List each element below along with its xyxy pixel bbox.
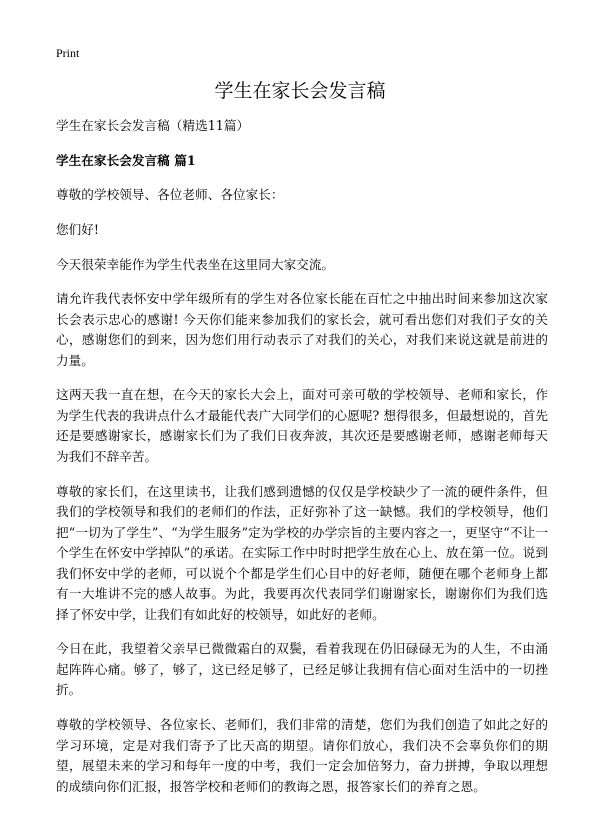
paragraph-body: 请允许我代表怀安中学年级所有的学生对各位家长能在百忙之中抽出时间来参加这次家长会表示忠心的感谢! 今天你们能来参加我们的家长会，就可看出您们对我们子女的关心，感谢您们的到来，因为您们用行动表示了对我们的关心，对我们来说这就是前进的力量。 — [56, 291, 548, 368]
paragraph-salutation: 尊敬的学校领导、各位老师、各位家长： — [56, 187, 284, 203]
document-body — [56, 116, 548, 811]
paragraph-body: 今日在此，我望着父亲早已微微霜白的双鬓，看着我现在仍旧碌碌无为的人生，不由涌起阵阵心痛。够了，够了，这已经足够了，已经足够让我拥有信心面对生活中的一切挫折。 — [56, 641, 548, 698]
print-label: Print — [56, 46, 80, 60]
section-heading: 学生在家长会发言稿 篇1 — [56, 152, 196, 168]
paragraph-body: 尊敬的家长们，在这里读书，让我们感到遗憾的仅仅是学校缺少了一流的硬件条件，但我们的学校领导和我们的老师们的作法，正好弥补了这一缺憾。我们的学校领导，他们把“一切为了学生”、“为学生服务”定为学校的办学宗旨的主要内容之一，更坚守“不让一个学生在怀安中学掉队”的承诺。在实际工作中时时把学生放在心上、放在第一位。说到我们怀安中学的老师，可以说个个都是学生们心目中的好老师，随便在哪个老师身上都有一大堆讲不完的感人故事。为此，我要再次代表同学们谢谢家长，谢谢你们为我们选择了怀安中学，让我们有如此好的校领导，如此好的老师。 — [56, 483, 548, 622]
paragraph-closing: 尊敬的学校领导、各位家长、老师们，我们非常的清楚，您们为我们创造了如此之好的学习环境，定是对我们寄予了比天高的期望。请你们放心，我们决不会辜负你们的期望，展望未来的学习和每年一度的中考，我们一定会加倍努力，奋力拼搏，争取以理想的成绩向你们汇报，报答学校和老师们的教诲之恩，报答家长们的养育之恩。 — [56, 717, 548, 794]
document-title: 学生在家长会发言稿 — [214, 80, 386, 102]
paragraph-intro: 今天很荣幸能作为学生代表坐在这里同大家交流。 — [56, 256, 335, 272]
paragraph-body: 这两天我一直在想，在今天的家长大会上，面对可亲可敬的学校领导、老师和家长，作为学生代表的我讲点什么才最能代表广大同学们的心愿呢? 想得很多，但最想说的，首先还是要感谢家长，感谢家长们为了我们日夜奔波，其次还是要感谢老师，感谢老师每天为我们不辞辛苦。 — [56, 387, 548, 464]
paragraph-greeting: 您们好! — [56, 221, 100, 237]
document-subtitle: 学生在家长会发言稿（精选11篇） — [56, 118, 250, 133]
